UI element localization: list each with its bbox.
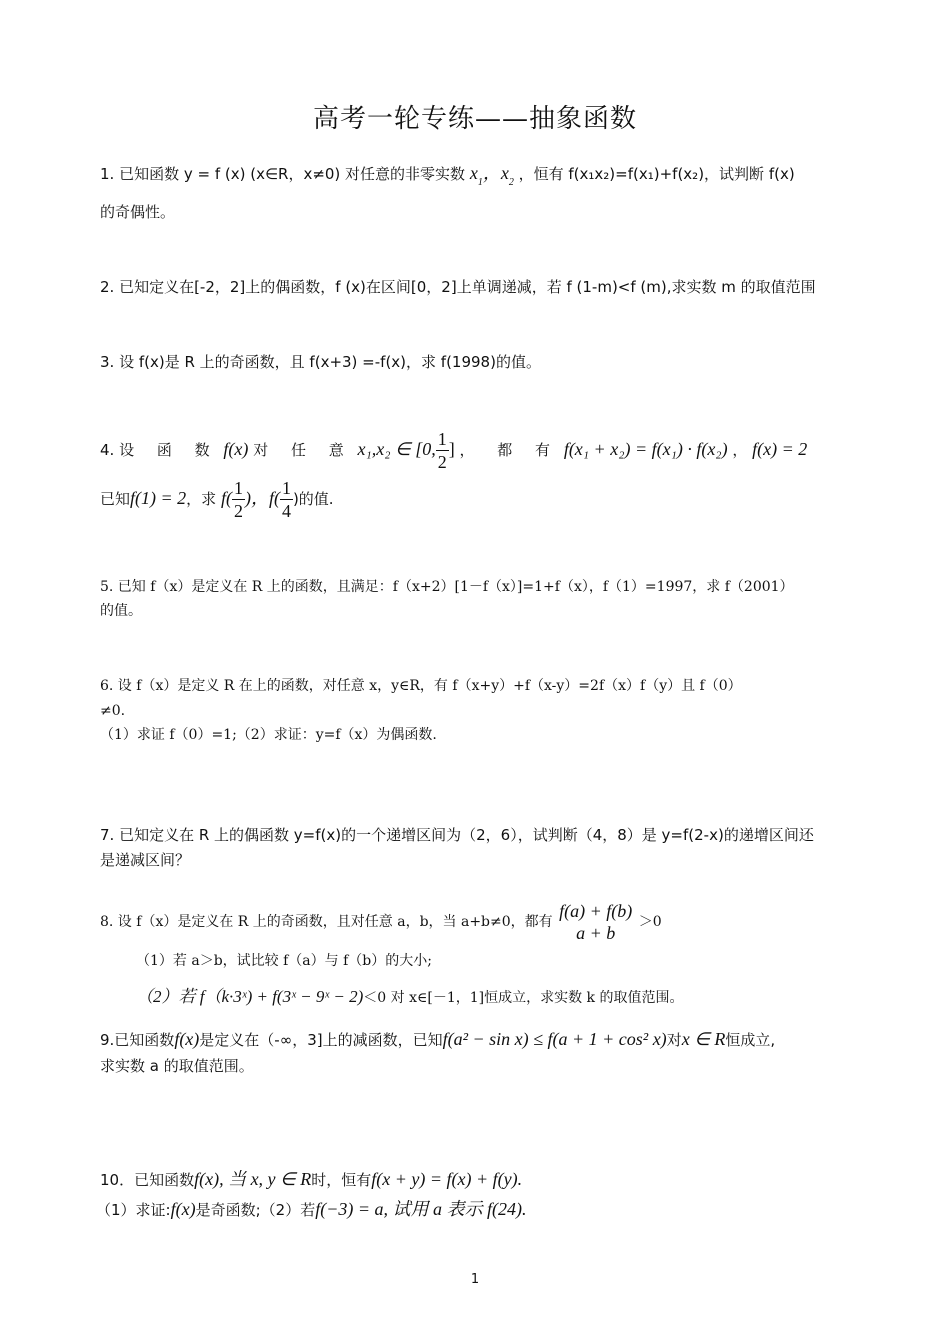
question-6-line-3: （1）求证 f（0）=1;（2）求证：y=f（x）为偶函数. — [100, 727, 437, 743]
question-5-line-2: 的值。 — [100, 603, 142, 619]
page-number: 1 — [470, 1272, 480, 1287]
q4-f-open: f( — [220, 488, 232, 508]
question-7-line-1: 7. 已知定义在 R 上的偶函数 y=f(x)的一个递增区间为（2，6），试判断（4，8）是 y=f(2-x)的递增区间还 — [100, 826, 814, 844]
question-8-sub-2 — [136, 984, 896, 1011]
q9-domain: x ∈ R — [681, 1029, 726, 1049]
q8-fraction: f(a) + f(b) a + b — [559, 901, 633, 943]
q4-vars: x₁,x₂ ∈ [0, — [357, 439, 436, 459]
q10-text-a: 10．已知函数 — [100, 1171, 195, 1189]
q10-func: f(x), 当 x, y ∈ R — [194, 1169, 312, 1189]
q8-sub2-text: ＜0 对 x∈[－1，1]恒成立，求实数 k 的取值范围。 — [363, 990, 684, 1006]
q10-fx: f(x) — [170, 1199, 196, 1219]
question-3: 3. 设 f(x)是 R 上的奇函数，且 f(x+3) =-f(x)，求 f(1998)的值。 — [100, 353, 541, 371]
q8-text: 8. 设 f（x）是定义在 R 上的奇函数，且对任意 a，b，当 a+b≠0，都有 — [100, 914, 553, 930]
question-7-line-2: 是递减区间？ — [100, 851, 191, 869]
q4-close: ] — [448, 439, 455, 459]
q10-text-c: 是奇函数;（2）若 — [195, 1201, 316, 1219]
q9-text-a: 9.已知函数 — [100, 1031, 175, 1049]
q4-given: f(1) = 2 — [130, 488, 187, 508]
q4-line2-a: 已知 — [100, 490, 131, 508]
q10-text-c: 时，恒有 — [311, 1171, 372, 1189]
q8-gt: ＞0 — [638, 914, 662, 930]
q4-eq2: f(x) = 2 — [752, 439, 808, 459]
question-10-line-1 — [100, 1166, 860, 1193]
q4-half: $\frac{1}{2}$ — [233, 478, 243, 521]
question-8-sub-1: （1）若 a＞b，试比较 f（a）与 f（b）的大小; — [136, 953, 432, 969]
q4-pre: 设 函 数 — [119, 441, 219, 459]
q9-fx: f(x) — [174, 1029, 200, 1049]
q9-ineq: f(a² − sin x) ≤ f(a + 1 + cos² x) — [442, 1029, 667, 1049]
question-9-line-1 — [100, 1026, 860, 1053]
question-6-line-2: ≠0. — [100, 703, 126, 719]
q10-eq: f(x + y) = f(x) + f(y). — [371, 1169, 523, 1189]
question-4-line-1 — [100, 428, 860, 473]
q9-text-e: 对 — [666, 1031, 682, 1049]
q4-comma: ， — [732, 441, 748, 459]
q4-end: )的值. — [292, 490, 334, 508]
q1-text-b: ，恒有 f(x₁x₂)=f(x₁)+f(x₂)，试判断 f(x) — [518, 165, 795, 183]
question-4-line-2 — [100, 476, 860, 522]
question-9-line-2: 求实数 a 的取值范围。 — [100, 1057, 254, 1075]
q10-text-prove: （1）求证: — [96, 1201, 171, 1219]
question-8-line-1 — [100, 898, 860, 946]
question-5-line-1: 5. 已知 f（x）是定义在 R 上的函数，且满足：f（x+2）[1－f（x）]=1+f（x），f（1）=1997，求 f（2001） — [100, 579, 794, 595]
question-1-line-2: 的奇偶性。 — [100, 203, 176, 221]
question-6-line-1: 6. 设 f（x）是定义 R 在上的函数，对任意 x，y∈R，有 f（x+y）+f（x-y）=2f（x）f（y）且 f（0） — [100, 678, 742, 694]
q4-mid2: ， 都 有 — [459, 441, 560, 459]
q4-line2-b: ，求 — [186, 490, 217, 508]
q9-text-c: 是定义在（-∞，3]上的减函数，已知 — [199, 1031, 443, 1049]
q4-fx: f(x) — [223, 439, 249, 459]
q8-ineq: （2）若 f（k·3ˣ) + f(3ˣ − 9ˣ − 2) — [136, 987, 364, 1006]
q10-given: f(−3) = a, 试用 a 表示 f(24). — [315, 1199, 527, 1219]
q4-num: 4. — [100, 441, 115, 459]
q9-text-g: 恒成立, — [725, 1031, 776, 1049]
q4-eq: f(x₁ + x₂) = f(x₁) · f(x₂) — [563, 439, 728, 459]
question-10-line-2 — [96, 1196, 856, 1223]
page-title: 高考一轮专练——抽象函数 — [312, 104, 637, 134]
q1-vars: $x_1$，$x_2$ — [469, 163, 514, 188]
q1-text-a: 1. 已知函数 y = f (x) (x∈R，x≠0) 对任意的非零实数 — [100, 165, 466, 183]
question-2: 2. 已知定义在[-2，2]上的偶函数，f (x)在区间[0，2]上单调递减，若 f (1-m)<f (m),求实数 m 的取值范围 — [100, 278, 816, 296]
q4-mid1: 对 任 意 — [253, 441, 353, 459]
question-1-line-1 — [100, 160, 860, 196]
q4-fraction: $\frac{1}{2}$ — [437, 429, 447, 472]
q4-sep: )，f( — [244, 488, 280, 508]
q4-quarter: $\frac{1}{4}$ — [281, 478, 291, 521]
